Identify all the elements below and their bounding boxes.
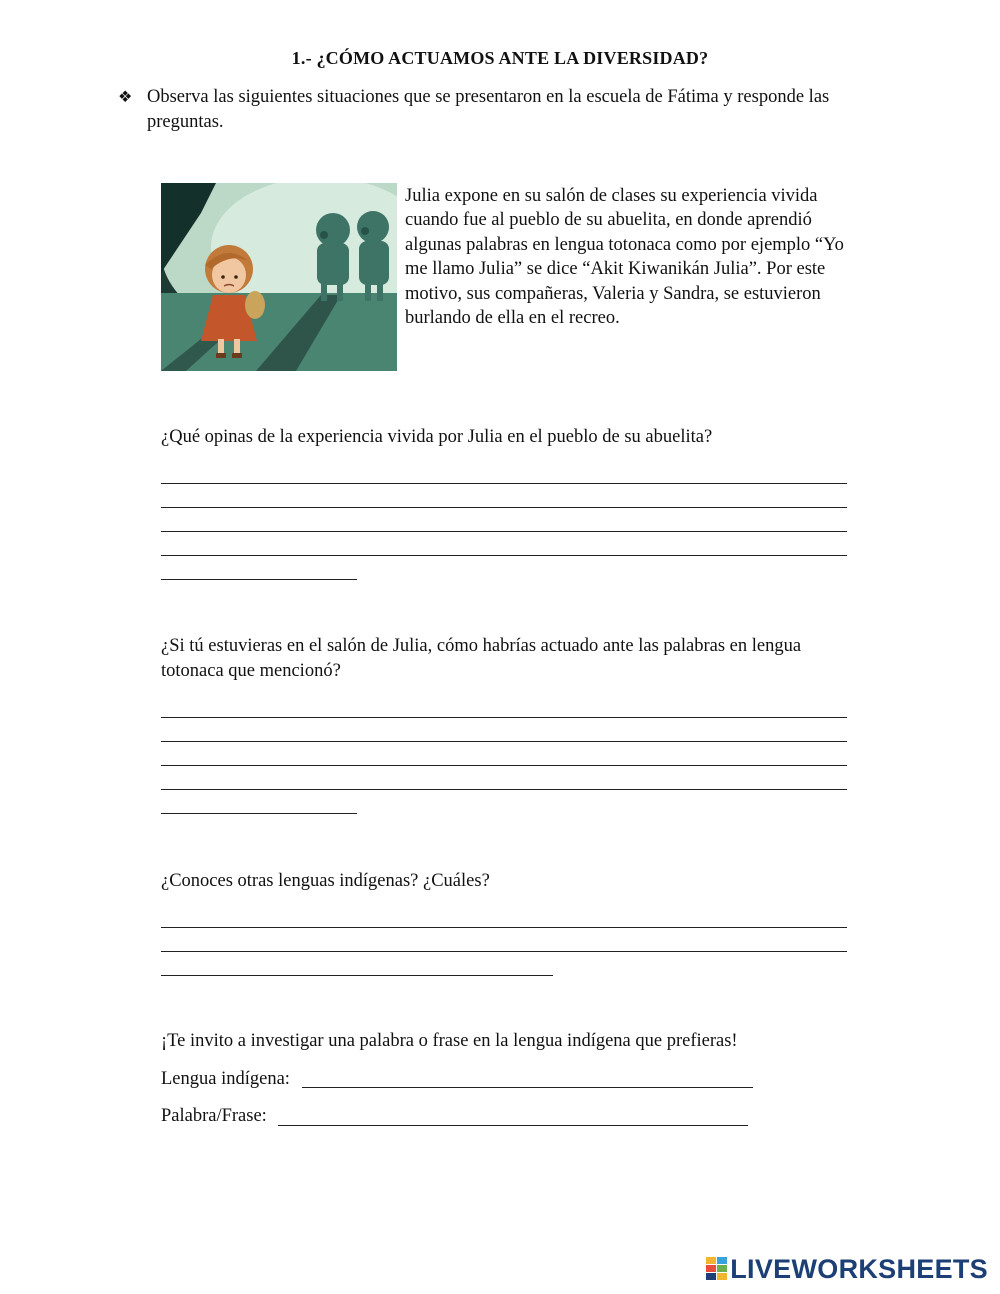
language-field-line[interactable] — [302, 1087, 753, 1088]
phrase-field-line[interactable] — [278, 1125, 748, 1126]
phrase-field-label: Palabra/Frase: — [161, 1106, 267, 1126]
answer-3-line-2[interactable] — [161, 951, 847, 952]
story-paragraph: Julia expone en su salón de clases su experiencia vivida cuando fue al pueblo de su abuelita, en donde aprendió algunas palabras en lengua totonaca como por ejemplo “Yo me llamo Julia” se dice “Akit Kiwanikán Julia”. Por este motivo, sus compañeras, Valeria y Sandra, se estuvieron burlando de ella en el recreo. — [405, 186, 844, 329]
invite-text: ¡Te invito a investigar una palabra o frase en la lengua indígena que prefieras! — [161, 1031, 738, 1051]
answer-1-line-4[interactable] — [161, 555, 847, 556]
bullet-icon: ❖ — [118, 89, 133, 106]
liveworksheets-logo[interactable] — [706, 1254, 988, 1284]
answer-3-line-1[interactable] — [161, 927, 847, 928]
brand-name: LIVEWORKSHEETS — [730, 1253, 988, 1284]
question-1: ¿Qué opinas de la experiencia vivida por Julia en el pueblo de su abuelita? — [161, 427, 713, 447]
question-2: ¿Si tú estuvieras en el salón de Julia, cómo habrías actuado ante las palabras en lengua totonaca que mencionó? — [161, 636, 802, 681]
answer-1-line-1[interactable] — [161, 483, 847, 484]
page-title: 1.- ¿CÓMO ACTUAMOS ANTE LA DIVERSIDAD? — [291, 48, 709, 68]
answer-2-line-1[interactable] — [161, 717, 847, 718]
brand-logo-icon — [706, 1257, 728, 1281]
answer-2-line-5[interactable] — [161, 813, 357, 814]
answer-1-line-3[interactable] — [161, 531, 847, 532]
instruction-text: Observa las siguientes situaciones que se presentaron en la escuela de Fátima y responde las preguntas. — [147, 87, 830, 132]
question-3: ¿Conoces otras lenguas indígenas? ¿Cuáles? — [161, 871, 490, 891]
instruction — [118, 85, 878, 135]
answer-2-line-2[interactable] — [161, 741, 847, 742]
language-field-label: Lengua indígena: — [161, 1069, 290, 1089]
answer-1-line-2[interactable] — [161, 507, 847, 508]
answer-3-line-3[interactable] — [161, 975, 553, 976]
answer-2-line-3[interactable] — [161, 765, 847, 766]
illustration-image — [161, 183, 397, 371]
answer-2-line-4[interactable] — [161, 789, 847, 790]
answer-1-line-5[interactable] — [161, 579, 357, 580]
